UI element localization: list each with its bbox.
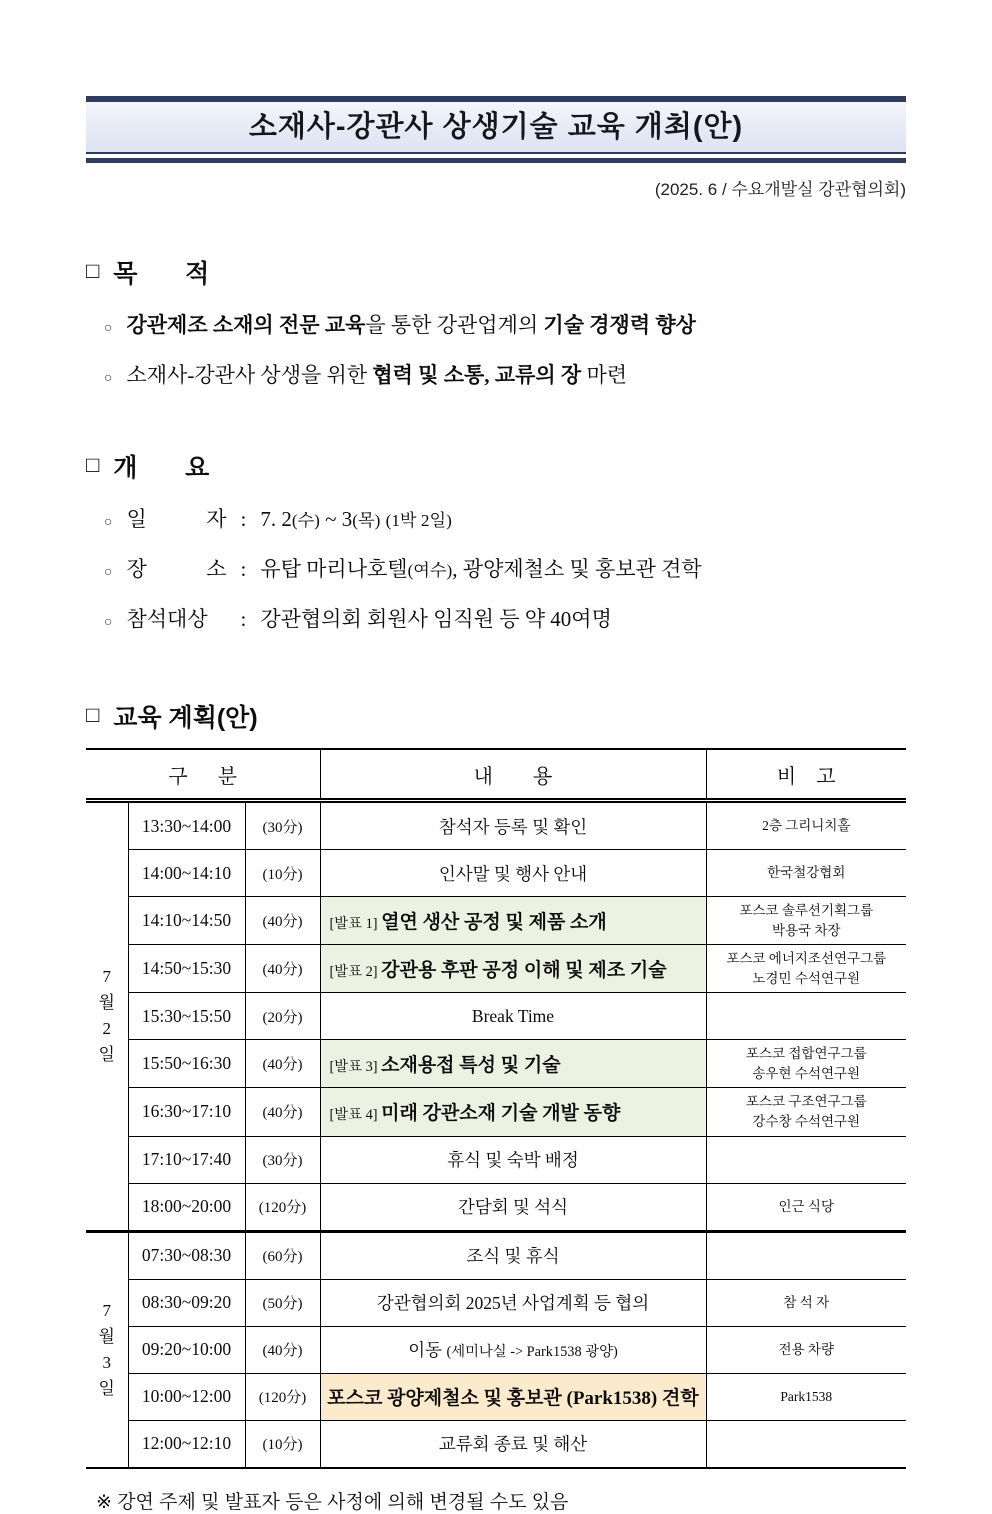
- remark-line: 강수창 수석연구원: [752, 1113, 861, 1129]
- time-cell: 08:30~09:20: [128, 1279, 245, 1326]
- time-cell: 14:00~14:10: [128, 850, 245, 897]
- remark-line: 포스코 솔루션기획그룹: [739, 903, 874, 918]
- overview-item: [86, 596, 906, 646]
- time-cell: 14:50~15:30: [128, 945, 245, 993]
- duration-cell: (40分): [245, 1088, 320, 1136]
- time-cell: 14:10~14:50: [128, 897, 245, 945]
- overview-item-colon: :: [240, 507, 247, 531]
- text-segment: [발표 1]: [329, 916, 382, 933]
- text-segment: 이동: [408, 1340, 447, 1360]
- day-label-char: 월: [98, 993, 115, 1013]
- text-segment: (1박 2일): [385, 511, 452, 530]
- purpose-bullet-text: [126, 352, 627, 398]
- text-segment: 강관협의회 회원사 임직원 등 약 40여명: [260, 607, 612, 631]
- text-segment: 견학: [657, 1388, 699, 1409]
- section-overview-heading: [86, 448, 906, 484]
- content-cell: [320, 1279, 706, 1326]
- section-plan-heading: [86, 698, 906, 734]
- overview-item-colon: :: [240, 557, 247, 581]
- remark-line: 포스코 구조연구그룹: [745, 1094, 867, 1110]
- text-segment: 열연 생산 공정 및 제품 소개: [381, 912, 607, 934]
- day-label: [86, 801, 128, 1232]
- overview-item-label: 장 소: [126, 557, 227, 581]
- content-cell: [320, 1183, 706, 1231]
- section-plan-label: 교육 계획(안): [113, 704, 258, 732]
- text-segment: 참석자 등록 및 확인: [438, 816, 588, 837]
- time-cell: 12:00~12:10: [128, 1420, 245, 1468]
- content-cell: [320, 1326, 706, 1373]
- schedule-row: [86, 1279, 906, 1326]
- remark-cell: [706, 945, 906, 993]
- remark-cell: [706, 1420, 906, 1468]
- time-cell: 10:00~12:00: [128, 1373, 245, 1420]
- schedule-row: [86, 1183, 906, 1231]
- circle-bullet-icon: ○: [104, 515, 113, 530]
- text-segment: 인사말 및 행사 안내: [438, 863, 588, 884]
- text-segment: [발표 2]: [329, 964, 382, 981]
- circle-bullet-icon: ○: [104, 615, 113, 630]
- remark-line: 인근 식당: [778, 1198, 835, 1214]
- duration-cell: (40分): [245, 897, 320, 945]
- remark-line: 포스코 접합연구그룹: [745, 1046, 867, 1062]
- square-bullet-icon: □: [86, 452, 100, 477]
- duration-cell: (60分): [245, 1231, 320, 1279]
- schedule-header-category: 구 분: [86, 749, 320, 801]
- overview-item-colon: :: [240, 607, 247, 631]
- text-segment: 조식 및 휴식: [466, 1246, 560, 1266]
- text-segment: 미래 강관소재 기술 개발 동향: [381, 1103, 621, 1125]
- remark-line: 참 석 자: [783, 1294, 830, 1310]
- day-label-char: 2: [102, 1019, 111, 1039]
- purpose-bullet-text: [126, 302, 695, 348]
- content-cell: [320, 1420, 706, 1468]
- document-content: [86, 0, 906, 1514]
- duration-cell: (120分): [245, 1373, 320, 1420]
- schedule-row: [86, 945, 906, 993]
- remark-line: Park1538: [780, 1388, 833, 1404]
- duration-cell: (30分): [245, 1136, 320, 1183]
- remark-line: 포스코 에너지조선연구그룹: [726, 951, 887, 967]
- schedule-row: [86, 1088, 906, 1136]
- day-label-char: 일: [98, 1378, 115, 1398]
- time-cell: 17:10~17:40: [128, 1136, 245, 1183]
- overview-item-value: [260, 596, 612, 642]
- content-cell: [320, 945, 706, 993]
- remark-line: 전용 차량: [778, 1341, 835, 1357]
- remark-cell: [706, 993, 906, 1040]
- document-title: 소재사-강관사 상생기술 교육 개최(안): [248, 111, 744, 143]
- purpose-bullet: [86, 352, 906, 402]
- text-segment: , 광양제철소 및 홍보관 견학: [452, 557, 702, 581]
- text-segment: 소재용접 특성 및 기술: [381, 1055, 561, 1077]
- overview-item: [86, 546, 906, 596]
- duration-cell: (50分): [245, 1279, 320, 1326]
- content-cell: [320, 801, 706, 850]
- schedule-row: [86, 897, 906, 945]
- content-cell: [320, 1231, 706, 1279]
- section-purpose-label: 목 적: [113, 260, 210, 288]
- text-segment: 교류회 종료 및 해산: [438, 1434, 588, 1454]
- overview-item-list: [86, 496, 906, 646]
- schedule-row: [86, 1136, 906, 1183]
- time-cell: 15:50~16:30: [128, 1040, 245, 1088]
- circle-bullet-icon: ○: [104, 565, 113, 580]
- text-segment: [발표 3]: [329, 1059, 382, 1076]
- day-label-char: 7: [102, 1300, 111, 1320]
- square-bullet-icon: □: [86, 258, 100, 283]
- text-segment: 포스코 광양제철소 및 홍보관: [327, 1388, 567, 1409]
- schedule-row: [86, 1420, 906, 1468]
- text-segment: Break Time: [471, 1005, 555, 1026]
- title-banner: [86, 96, 906, 154]
- text-segment: (Park1538): [566, 1388, 658, 1409]
- schedule-header-remark: 비 고: [706, 749, 906, 801]
- section-purpose-heading: [86, 254, 906, 290]
- purpose-bullet: [86, 302, 906, 352]
- remark-line: 노경민 수석연구원: [752, 970, 861, 986]
- text-segment: (목): [352, 511, 381, 530]
- text-segment: 마련: [581, 363, 628, 387]
- content-cell: [320, 1373, 706, 1420]
- schedule-header-content: 내 용: [320, 749, 706, 801]
- duration-cell: (40分): [245, 945, 320, 993]
- square-bullet-icon: □: [86, 702, 100, 727]
- time-cell: 16:30~17:10: [128, 1088, 245, 1136]
- content-cell: [320, 897, 706, 945]
- day-label-char: 7: [102, 967, 111, 987]
- remark-line: 한국철강협회: [767, 865, 846, 881]
- text-segment: [발표 4]: [329, 1107, 382, 1124]
- text-segment: (수): [291, 511, 320, 530]
- duration-cell: (40分): [245, 1326, 320, 1373]
- overview-item-value: [260, 496, 451, 544]
- text-segment: 협력 및 소통, 교류의 장: [372, 363, 582, 387]
- remark-line: 박용국 차장: [771, 922, 841, 938]
- footnote: ※ 강연 주제 및 발표자 등은 사정에 의해 변경될 수도 있음: [96, 1491, 569, 1513]
- overview-item-value: [260, 546, 701, 594]
- content-cell: [320, 850, 706, 897]
- remark-cell: [706, 850, 906, 897]
- content-cell: [320, 1088, 706, 1136]
- document-subtitle: (2025. 6 / 수요개발실 강관협의회): [654, 180, 906, 199]
- circle-bullet-icon: ○: [104, 321, 113, 336]
- duration-cell: (10分): [245, 1420, 320, 1468]
- remark-cell: [706, 1326, 906, 1373]
- remark-cell: [706, 1183, 906, 1231]
- overview-item-label: 일 자: [126, 507, 227, 531]
- duration-cell: (10分): [245, 850, 320, 897]
- schedule-row: [86, 850, 906, 897]
- text-segment: (여수): [407, 561, 453, 580]
- day-label-char: 월: [98, 1326, 115, 1346]
- schedule-table: [86, 748, 906, 1469]
- remark-line: 송우현 수석연구원: [752, 1065, 861, 1081]
- text-segment: 소재사-강관사 상생을 위한: [126, 363, 373, 387]
- duration-cell: (120分): [245, 1183, 320, 1231]
- text-segment: (세미나실 -> Park1538 광양): [446, 1344, 618, 1360]
- schedule-row: [86, 1326, 906, 1373]
- purpose-bullet-list: [86, 302, 906, 402]
- remark-cell: [706, 897, 906, 945]
- text-segment: 을 통한 강관업계의: [365, 313, 544, 337]
- remark-cell: [706, 1231, 906, 1279]
- text-segment: 강관용 후판 공정 이해 및 제조 기술: [381, 960, 667, 982]
- day-label-char: 3: [102, 1352, 111, 1372]
- remark-cell: [706, 1136, 906, 1183]
- text-segment: 기술 경쟁력 향상: [543, 313, 696, 337]
- remark-cell: [706, 1040, 906, 1088]
- content-cell: [320, 993, 706, 1040]
- time-cell: 15:30~15:50: [128, 993, 245, 1040]
- overview-item: [86, 496, 906, 546]
- section-overview-label: 개 요: [113, 454, 210, 482]
- day-label-char: 일: [98, 1045, 115, 1065]
- content-cell: [320, 1136, 706, 1183]
- time-cell: 09:20~10:00: [128, 1326, 245, 1373]
- schedule-row: [86, 801, 906, 850]
- day-label: [86, 1231, 128, 1468]
- schedule-row: [86, 993, 906, 1040]
- text-segment: 강관협의회 2025년 사업계획 등 협의: [376, 1293, 650, 1313]
- circle-bullet-icon: ○: [104, 371, 113, 386]
- text-segment: 휴식 및 숙박 배정: [447, 1150, 579, 1170]
- remark-cell: [706, 1279, 906, 1326]
- schedule-row: [86, 1373, 906, 1420]
- schedule-table-body: [86, 801, 906, 1468]
- schedule-header-row: [86, 749, 906, 801]
- duration-cell: (40分): [245, 1040, 320, 1088]
- remark-cell: [706, 1088, 906, 1136]
- remark-cell: [706, 1373, 906, 1420]
- schedule-row: [86, 1040, 906, 1088]
- remark-cell: [706, 801, 906, 850]
- duration-cell: (20分): [245, 993, 320, 1040]
- time-cell: 13:30~14:00: [128, 801, 245, 850]
- time-cell: 07:30~08:30: [128, 1231, 245, 1279]
- time-cell: 18:00~20:00: [128, 1183, 245, 1231]
- text-segment: 7. 2: [260, 507, 292, 531]
- text-segment: 강관제조 소재의 전문 교육: [126, 313, 366, 337]
- text-segment: ~ 3: [319, 507, 353, 531]
- text-segment: 간담회 및 석식: [457, 1197, 569, 1217]
- content-cell: [320, 1040, 706, 1088]
- remark-line: 2층 그리니치홀: [762, 818, 851, 834]
- schedule-row: [86, 1231, 906, 1279]
- title-banner-rule: [86, 158, 906, 163]
- overview-item-label: 참석대상: [126, 607, 208, 631]
- duration-cell: (30分): [245, 801, 320, 850]
- text-segment: 유탑 마리나호텔: [260, 557, 408, 581]
